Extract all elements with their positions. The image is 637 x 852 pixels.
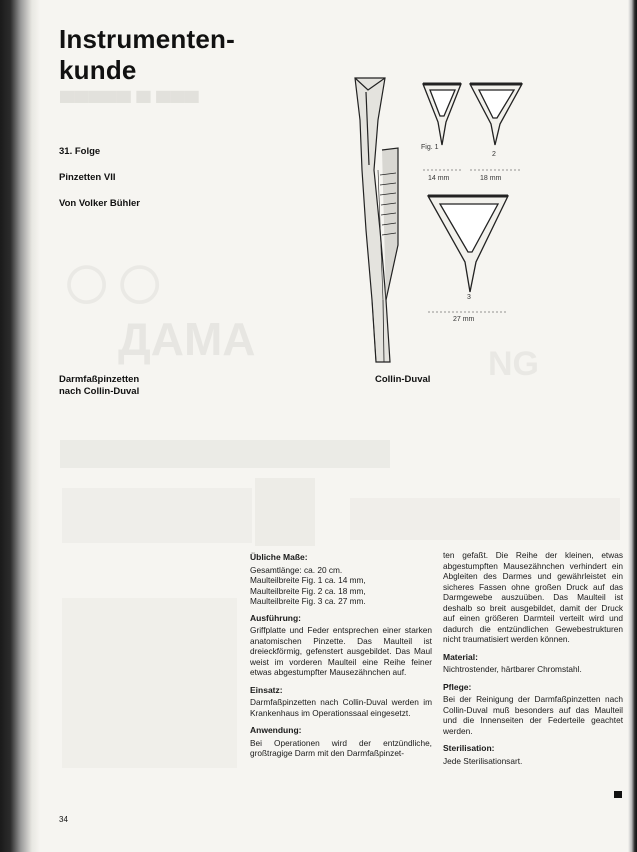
application-heading: Anwendung: (250, 725, 302, 735)
title-line: Instrumenten- (59, 24, 235, 54)
fig3-label: 3 (467, 294, 471, 301)
show-through-ghost: ○○ (60, 231, 167, 330)
text-column-2 (443, 550, 623, 773)
sterilization-text: Jede Sterilisationsart. (443, 755, 523, 766)
continued-text: ten gefaßt. Die Reihe der kleinen, etwas abgestumpften Mausezähnchen verhindert ein Abgleiten des Darmes und gewährleistet ein sicheres Fassen ohne großen Druck auf das Darmgewebe auszuüben. Das Maulteil ist deshalb so breit ausgebildet, damit der Druck auf einen größeren Darmteil verteilt wird und dadurch die entzündlichen Gewebestrukturen nicht traumatisiert werden können. (443, 550, 623, 644)
fig3-width: 27 mm (453, 316, 475, 323)
show-through-ghost: ▀▀▀▀▀ ▀ ▀▀▀ (60, 92, 199, 114)
dims-line: Maulteilbreite Fig. 1 ca. 14 mm, (250, 575, 366, 585)
dims-heading: Übliche Maße: (250, 552, 308, 562)
dims-line: Maulteilbreite Fig. 2 ca. 18 mm, (250, 585, 366, 596)
material-text: Nichtrostender, härtbarer Chromstahl. (443, 664, 582, 674)
end-of-article-mark (614, 791, 622, 798)
use-text: Darmfaßpinzetten nach Collin-Duval werden im Krankenhaus im Operationssaal eingesetzt. (250, 697, 432, 718)
application-text: Bei Operationen wird der entzündliche, großtragige Darm mit den Darmfaßpinzet- (250, 737, 432, 758)
fig1-width: 14 mm (428, 175, 450, 182)
dims-line: Maulteilbreite Fig. 3 ca. 27 mm. (250, 596, 366, 606)
sterilization-heading: Sterilisation: (443, 743, 495, 753)
page-number: 34 (59, 815, 68, 824)
dims-line: Gesamtlänge: ca. 20 cm. (250, 564, 343, 575)
design-text: Griffplatte und Feder entsprechen einer starken anatomischen Pinzette. Das Maulteil ist dreieckförmig, gefenstert ausgebildet. Das Maul weist im vorderen Maulteil eine Reihe feiner etwas abgestumpfter Mausezähnchen auf. (250, 625, 432, 677)
caption-line: nach Collin-Duval (59, 386, 140, 397)
title-line: kunde (59, 55, 137, 85)
figure-caption-left (59, 374, 139, 398)
article-subject: Pinzetten VII (59, 172, 116, 183)
use-heading: Einsatz: (250, 684, 283, 695)
fig1-label: Fig. 1 (421, 144, 439, 151)
care-text: Bei der Reinigung der Darmfaßpinzetten nach Collin-Duval muß besonders auf das Maulteil und die Innenseiten der Federteile geachtet werden. (443, 694, 623, 736)
show-through-ghost: ДАМА (118, 313, 256, 365)
show-through-ghost: NG (488, 345, 539, 383)
series-number: 31. Folge (59, 146, 101, 157)
caption-line: Darmfaßpinzetten (59, 374, 140, 385)
care-heading: Pflege: (443, 681, 472, 692)
fig2-width: 18 mm (480, 175, 502, 182)
material-heading: Material: (443, 651, 478, 662)
dims-list (250, 565, 432, 607)
text-column-1 (250, 552, 432, 766)
design-heading: Ausführung: (250, 612, 301, 623)
article-author: Von Volker Bühler (59, 198, 140, 209)
figure-caption-right: Collin-Duval (375, 374, 431, 385)
fig2-label: 2 (492, 151, 496, 158)
